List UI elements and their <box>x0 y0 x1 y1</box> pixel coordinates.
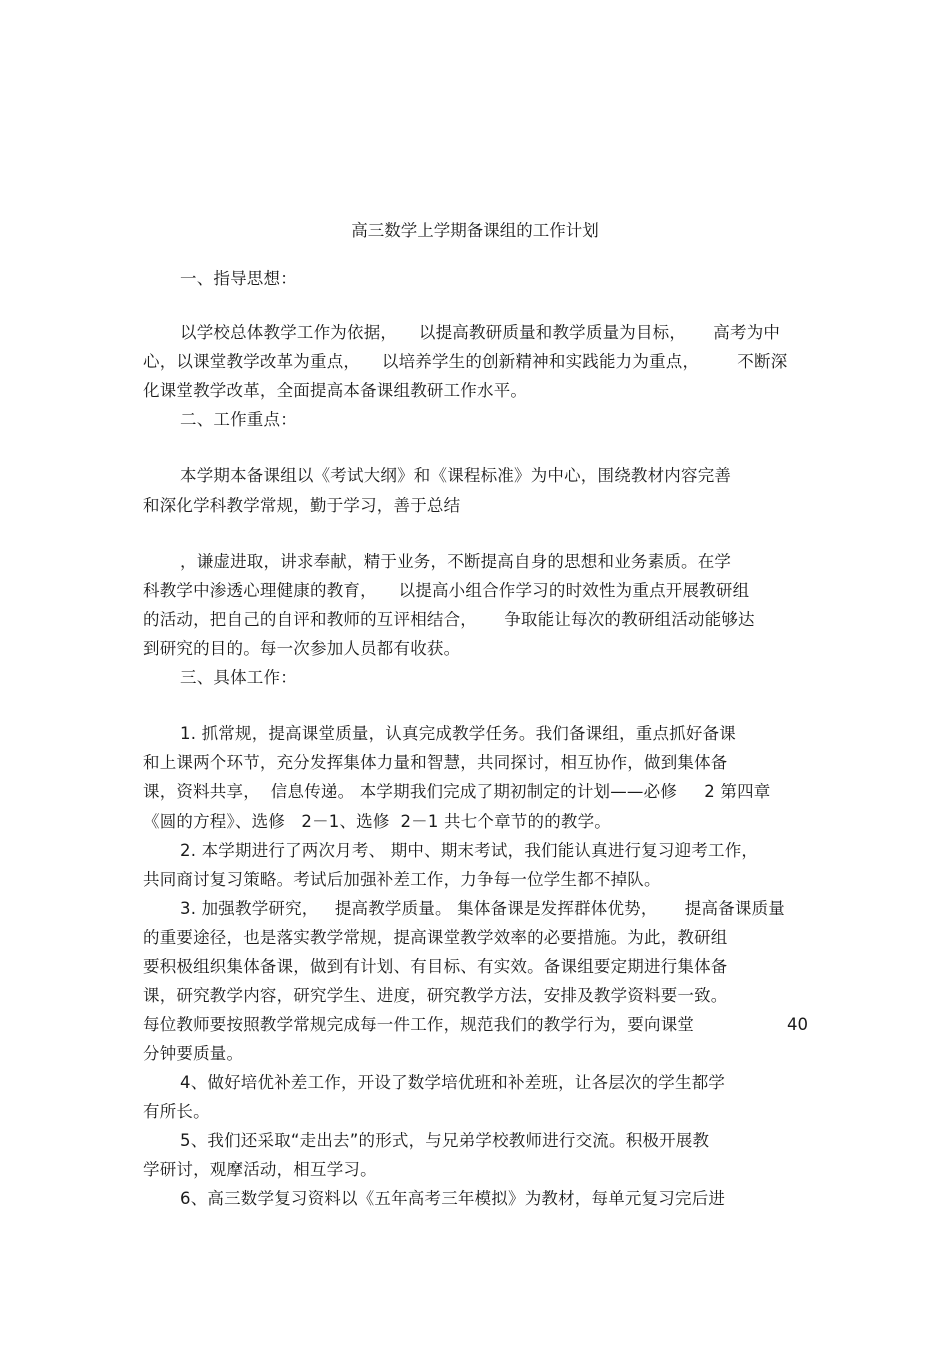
paragraph-line: 本学期本备课组以《考试大纲》和《课程标准》为中心，围绕教材内容完善 <box>180 466 732 485</box>
document-title: 高三数学上学期备课组的工作计划 <box>351 221 599 240</box>
paragraph-line: 的重要途径，也是落实教学常规，提高课堂教学效率的必要措施。为此，教研组 <box>143 928 728 947</box>
paragraph-line: 课，研究教学内容，研究学生、进度，研究教学方法，安排及教学资料要一致。 <box>143 986 728 1005</box>
paragraph-line: 科教学中渗透心理健康的教育， 以提高小组合作学习的时效性为重点开展教研组 <box>143 581 750 600</box>
paragraph-line: 的活动，把自己的自评和教师的互评相结合， 争取能让每次的教研组活动能够达 <box>143 610 755 629</box>
paragraph-line: 6、高三数学复习资料以《五年高考三年模拟》为教材，每单元复习完后进 <box>180 1189 726 1208</box>
paragraph-line: 要积极组织集体备课，做到有计划、有目标、有实效。备课组要定期进行集体备 <box>143 957 728 976</box>
paragraph-line: 化课堂教学改革，全面提高本备课组教研工作水平。 <box>143 381 528 400</box>
paragraph-line: 《圆的方程》、选修 2－1、选修 2－1 共七个章节的的教学。 <box>143 812 612 831</box>
paragraph-line: 分钟要质量。 <box>143 1044 244 1063</box>
trailing-number: 40 <box>787 1015 808 1034</box>
section-heading-specific-work: 三、具体工作： <box>180 668 297 687</box>
paragraph-line: 有所长。 <box>143 1102 210 1121</box>
paragraph-line: 2. 本学期进行了两次月考、 期中、期末考试，我们能认真进行复习迎考工作， <box>180 841 759 860</box>
paragraph-line: 共同商讨复习策略。考试后加强补差工作，力争每一位学生都不掉队。 <box>143 870 661 889</box>
paragraph-line: 和深化学科教学常规，勤于学习，善于总结 <box>143 496 461 515</box>
paragraph-line: 课，资料共享， 信息传递。 本学期我们完成了期初制定的计划——必修 2 第四章 <box>143 782 771 801</box>
paragraph-line: 4、做好培优补差工作，开设了数学培优班和补差班，让各层次的学生都学 <box>180 1073 726 1092</box>
paragraph-line: 到研究的目的。每一次参加人员都有收获。 <box>143 639 461 658</box>
paragraph-line: 每位教师要按照教学常规完成每一件工作，规范我们的教学行为，要向课堂 <box>143 1015 695 1034</box>
section-heading-guiding-thought: 一、指导思想： <box>180 269 297 288</box>
paragraph-line: 和上课两个环节，充分发挥集体力量和智慧，共同探讨，相互协作，做到集体备 <box>143 753 728 772</box>
paragraph-line: 3. 加强教学研究， 提高教学质量。 集体备课是发挥群体优势， 提高备课质量 <box>180 899 785 918</box>
paragraph-line: ，谦虚进取，讲求奉献，精于业务，不断提高自身的思想和业务素质。在学 <box>180 552 732 571</box>
paragraph-line: 学研讨，观摩活动，相互学习。 <box>143 1160 377 1179</box>
section-heading-work-focus: 二、工作重点： <box>180 410 297 429</box>
paragraph-line: 心，以课堂教学改革为重点， 以培养学生的创新精神和实践能力为重点， 不断深 <box>143 352 788 371</box>
paragraph-line: 1. 抓常规，提高课堂质量，认真完成教学任务。我们备课组，重点抓好备课 <box>180 724 736 743</box>
paragraph-line: 5、我们还采取“走出去”的形式，与兄弟学校教师进行交流。积极开展教 <box>180 1131 710 1150</box>
paragraph-line: 以学校总体教学工作为依据， 以提高教研质量和教学质量为目标， 高考为中 <box>180 323 781 342</box>
